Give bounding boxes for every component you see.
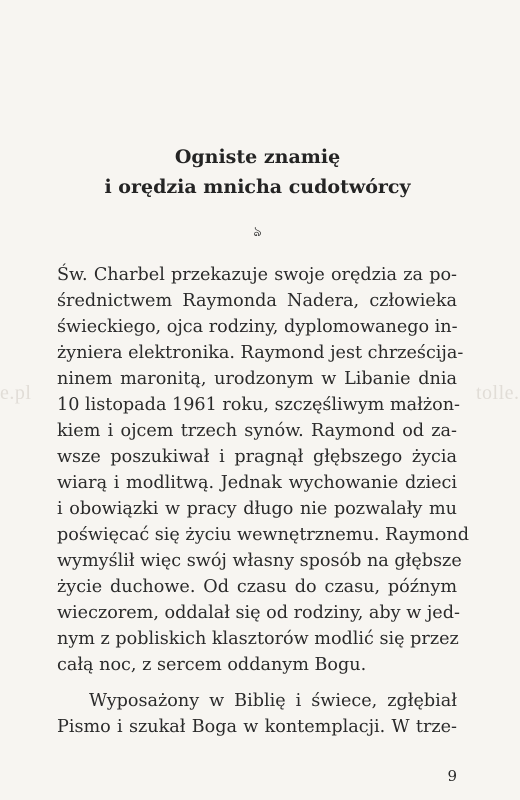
text-line: i obowiązki w pracy długo nie pozwalały mu: [57, 499, 457, 519]
text-line: wsze poszukiwał i pragnął głębszego życia: [57, 447, 457, 467]
text-line: żyniera elektronika. Raymond jest chrześcija-: [57, 343, 464, 363]
watermark-left: e.pl: [0, 382, 32, 404]
text-line: średnictwem Raymonda Nadera, człowieka: [57, 291, 457, 311]
chapter-title-line-1: Ogniste znamię: [174, 146, 341, 168]
text-line: Św. Charbel przekazuje swoje orędzia za po-: [57, 265, 457, 285]
decorative-ornament-icon: ঌ: [253, 224, 262, 240]
text-line: świeckiego, ojca rodziny, dyplomowanego in-: [57, 317, 458, 337]
text-line: wymyślił więc swój własny sposób na głębsze: [57, 551, 462, 571]
watermark-right: tolle.: [476, 382, 520, 404]
text-line: 10 listopada 1961 roku, szczęśliwym małżon-: [57, 395, 460, 415]
text-line: ninem maronitą, urodzonym w Libanie dnia: [57, 369, 457, 389]
text-line: wieczorem, oddalał się od rodziny, aby w jed-: [57, 603, 460, 623]
text-line: Wyposażony w Biblię i świece, zgłębiał: [89, 691, 457, 711]
page-number: 9: [447, 767, 457, 785]
text-line: nym z pobliskich klasztorów modlić się przez: [57, 629, 459, 649]
text-line: kiem i ojcem trzech synów. Raymond od za-: [57, 421, 457, 441]
chapter-title-line-2: i orędzia mnicha cudotwórcy: [104, 176, 411, 198]
text-line: całą noc, z sercem oddanym Bogu.: [57, 655, 367, 675]
text-line: wiarą i modlitwą. Jednak wychowanie dzieci: [57, 473, 457, 493]
text-line: Pismo i szukał Boga w kontemplacji. W trze-: [57, 717, 457, 737]
text-line: życie duchowe. Od czasu do czasu, późnym: [57, 577, 457, 597]
text-line: poświęcać się życiu wewnętrznemu. Raymond: [57, 525, 469, 545]
